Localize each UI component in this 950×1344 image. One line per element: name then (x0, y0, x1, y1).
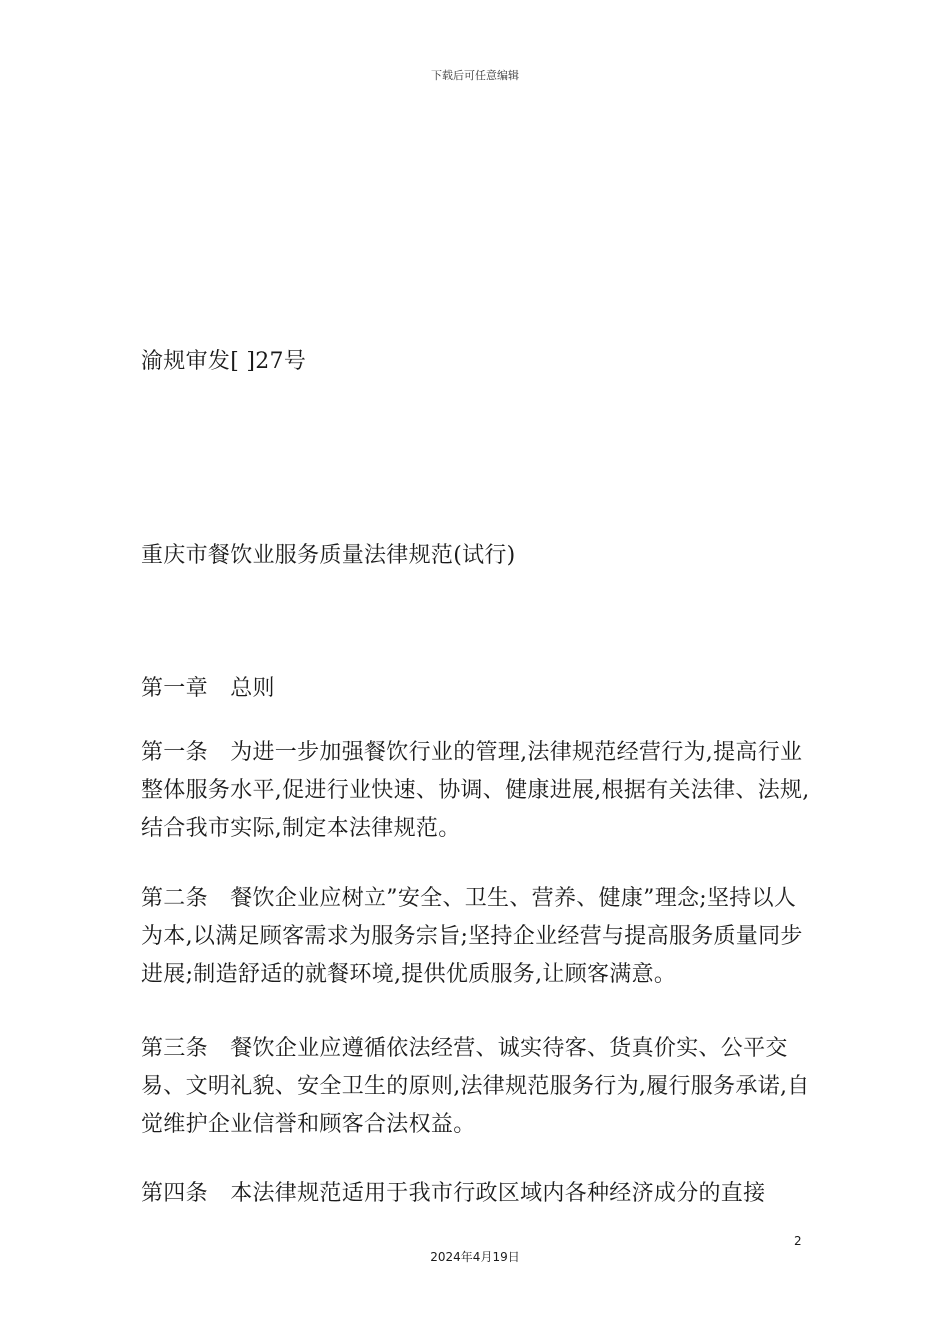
document-number: 渝规审发[ ]27号 (141, 349, 307, 374)
chapter-heading: 第一章 总则 (141, 676, 275, 701)
document-title: 重庆市餐饮业服务质量法律规范(试行) (141, 543, 516, 568)
article-4: 第四条 本法律规范适用于我市行政区域内各种经济成分的直接 (141, 1181, 766, 1206)
article-1: 第一条 为进一步加强餐饮行业的管理,法律规范经营行为,提高行业整体服务水平,促进行业快速、协调、健康进展,根据有关法律、法规,结合我市实际,制定本法律规范。 (141, 740, 810, 841)
page-number: 2 (794, 1234, 802, 1248)
article-2: 第二条 餐饮企业应树立”安全、卫生、营养、健康”理念;坚持以人为本,以满足顾客需求为服务宗旨;坚持企业经营与提高服务质量同步进展;制造舒适的就餐环境,提供优质服务,让顾客满意。 (141, 886, 803, 987)
footer-date: 2024年4月19日 (430, 1250, 520, 1264)
article-3: 第三条 餐饮企业应遵循依法经营、诚实待客、货真价实、公平交易、文明礼貌、安全卫生的原则,法律规范服务行为,履行服务承诺,自觉维护企业信誉和顾客合法权益。 (141, 1036, 810, 1137)
header-note: 下载后可任意编辑 (431, 69, 519, 82)
